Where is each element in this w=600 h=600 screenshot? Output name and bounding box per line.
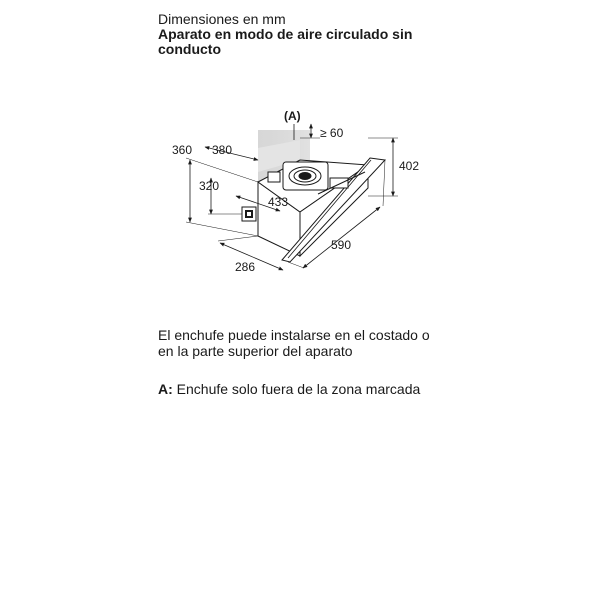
legend-a xyxy=(158,381,420,397)
note-line-2: en la parte superior del aparato xyxy=(158,343,353,359)
dim-402: 402 xyxy=(399,159,420,173)
page-title: Aparato en modo de aire circulado sin xyxy=(158,26,413,42)
page-title-continued: conducto xyxy=(158,41,221,57)
socket-icon xyxy=(242,207,256,221)
dim-380: 380 xyxy=(212,143,233,157)
dim-360: 360 xyxy=(172,143,193,157)
dim-590: 590 xyxy=(331,238,352,252)
dim-60: ≥ 60 xyxy=(320,126,344,140)
dim-286: 286 xyxy=(235,260,256,274)
note-line-1: El enchufe puede instalarse en el costado o xyxy=(158,327,430,343)
legend-text: Enchufe solo fuera de la zona marcada xyxy=(172,381,421,397)
label-a: (A) xyxy=(284,109,301,123)
dim-320: 320 xyxy=(199,179,220,193)
dim-433: 433 xyxy=(268,195,289,209)
legend-key: A: xyxy=(158,381,173,397)
subtitle: Dimensiones en mm xyxy=(158,11,286,27)
